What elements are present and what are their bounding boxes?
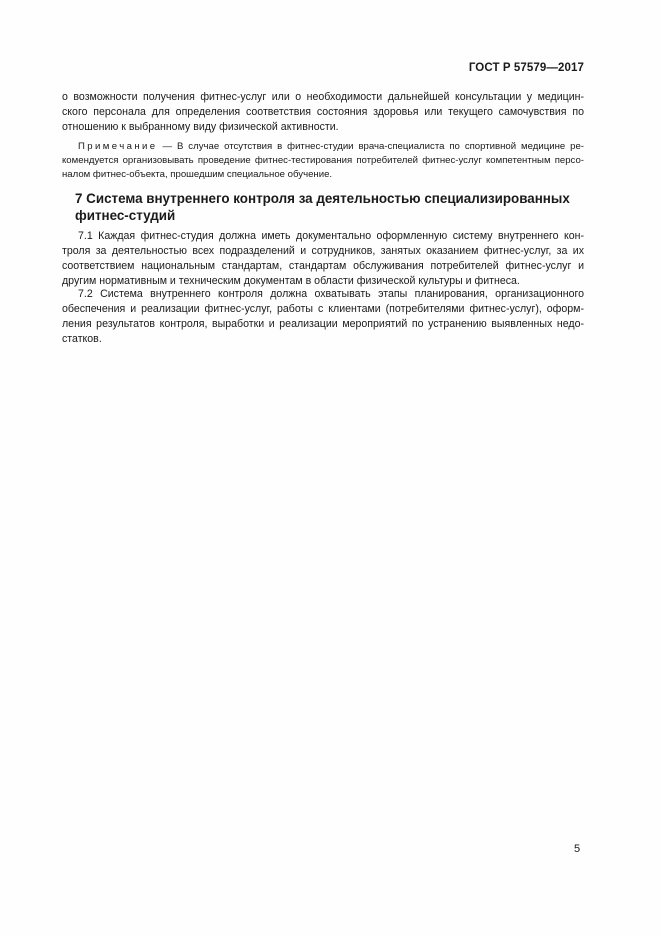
note-line: комендуется организовывать проведение фитнес-тестирования потребителей фитнес-услуг компетентным персо-	[62, 155, 584, 166]
note-text: В случае отсутствия в фитнес-студии врача-специалиста по спортивной медицине ре-	[176, 141, 584, 152]
text-line: 7.2 Система внутреннего контроля должна охватывать этапы планирования, организационного	[78, 288, 584, 300]
text-line: обеспечения и реализации фитнес-услуг, работы с клиентами (потребителями фитнес-услуг), оформ-	[62, 303, 584, 315]
heading-line: 7 Система внутреннего контроля за деятельностью специализированных	[75, 191, 570, 206]
heading-line: фитнес-студий	[75, 208, 176, 223]
text-line: соответствием национальным стандартам, стандартам обслуживания потребителей фитнес-услуг и	[62, 260, 584, 272]
text-line: ского персонала для определения соответствия состояния здоровья или текущего самочувствия по	[62, 106, 584, 118]
text-line: другим нормативным и техническим документам в области физической культуры и фитнеса.	[62, 275, 520, 287]
note-dash: —	[157, 141, 177, 152]
text-line: отношению к выбранному виду физической активности.	[62, 121, 339, 133]
note-first-line	[62, 140, 584, 154]
text-line: о возможности получения фитнес-услуг или о необходимости дальнейшей консультации у медицин-	[62, 91, 584, 103]
note-line: налом фитнес-объекта, прошедшим специальное обучение.	[62, 169, 333, 180]
page-number: 5	[574, 843, 581, 855]
text-line: ления результатов контроля, выработки и реализации мероприятий по устранению выявленных недо-	[62, 318, 584, 330]
note-label: Примечание	[78, 141, 158, 152]
text-line: статков.	[62, 333, 102, 345]
text-line: 7.1 Каждая фитнес-студия должна иметь документально оформленную систему внутреннего кон-	[78, 230, 584, 242]
standard-code: ГОСТ Р 57579—2017	[468, 62, 584, 74]
text-line: троля за деятельностью всех подразделений и сотрудников, занятых оказанием фитнес-услуг, за их	[62, 245, 584, 257]
